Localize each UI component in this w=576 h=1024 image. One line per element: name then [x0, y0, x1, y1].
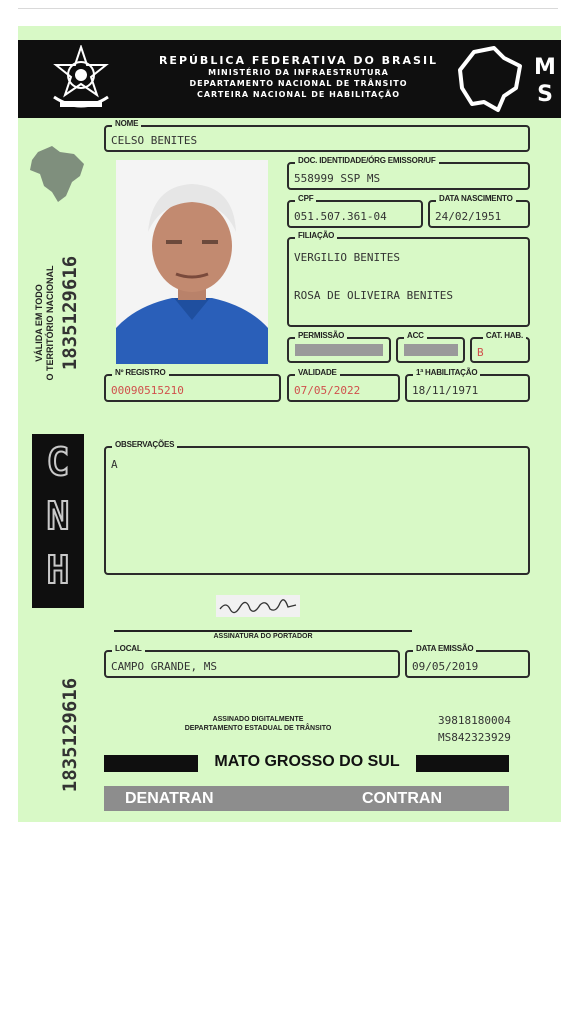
issue-date-label: DATA EMISSÃO: [413, 644, 476, 653]
permission-label: PERMISSÃO: [295, 331, 347, 340]
acc-label: ACC: [404, 331, 427, 340]
license-category-value: B: [477, 346, 484, 359]
header-ministry: MINISTÉRIO DA INFRAESTRUTURA: [208, 68, 389, 77]
footer-contran: CONTRAN: [362, 790, 442, 807]
digital-signature-text: ASSINADO DIGITALMENTE DEPARTAMENTO ESTADUAL DE TRÂNSITO: [184, 716, 332, 732]
license-category-label: CAT. HAB.: [483, 331, 526, 340]
license-category-field: [470, 331, 530, 363]
registration-value: 00090515210: [111, 384, 184, 397]
code-2: MS842323929: [438, 731, 511, 744]
permission-field: [287, 331, 391, 363]
expiry-label: VALIDADE: [295, 368, 340, 377]
acc-field: [396, 331, 465, 363]
birth-date-label: DATA NASCIMENTO: [436, 194, 516, 203]
birth-date-value: 24/02/1951: [435, 210, 502, 223]
nationwide-validity-text: VÁLIDA EM TODO O TERRITÓRIO NACIONAL: [34, 265, 55, 381]
state-bar-right: [416, 755, 509, 772]
signature-line: [114, 630, 412, 632]
first-license-label: 1ª HABILITAÇÃO: [413, 368, 480, 377]
place-value: CAMPO GRANDE, MS: [111, 660, 217, 673]
mother-name: ROSA DE OLIVEIRA BENITES: [294, 289, 453, 302]
registration-field: [104, 368, 281, 402]
observations-field: [104, 440, 530, 575]
coat-of-arms-icon: [46, 45, 116, 113]
issue-date-value: 09/05/2019: [412, 660, 479, 673]
document-codes: [438, 712, 511, 746]
first-license-value: 18/11/1971: [412, 384, 479, 397]
parentage-field: [287, 231, 530, 327]
holder-photo: [116, 160, 268, 364]
birth-date-field: [428, 194, 530, 228]
cnh-letter-h: H: [46, 548, 70, 592]
cpf-value: 051.507.361-04: [294, 210, 387, 223]
place-label: LOCAL: [112, 644, 145, 653]
id-document-field: [287, 156, 530, 190]
header-department: DEPARTAMENTO NACIONAL DE TRÂNSITO: [189, 79, 408, 88]
permission-redacted: [295, 344, 383, 356]
expiry-value: 07/05/2022: [294, 384, 361, 397]
state-name: MATO GROSSO DO SUL: [214, 753, 400, 770]
header-card-title: CARTEIRA NACIONAL DE HABILITAÇÃO: [196, 90, 401, 99]
holder-signature: [214, 591, 302, 621]
cpf-label: CPF: [295, 194, 316, 203]
agency-footer: [104, 786, 509, 811]
id-document-value: 558999 SSP MS: [294, 172, 381, 185]
header-republic: REPÚBLICA FEDERATIVA DO BRASIL: [158, 54, 439, 67]
name-field: [104, 119, 530, 152]
cpf-field: [287, 194, 423, 228]
cnh-letter-n: N: [46, 494, 70, 538]
brazil-map-icon: [26, 142, 88, 204]
place-field: [104, 644, 400, 678]
cnh-document: [18, 26, 561, 822]
document-header: [18, 40, 561, 118]
observations-label: OBSERVAÇÕES: [112, 440, 177, 449]
name-label: NOME: [112, 119, 141, 128]
cnh-vertical-banner: [32, 434, 84, 608]
parentage-label: FILIAÇÃO: [295, 231, 337, 240]
state-code: M S: [534, 55, 556, 107]
issue-date-field: [405, 644, 530, 678]
side-number-top: 1835129616: [59, 255, 81, 371]
registration-label: Nº REGISTRO: [112, 368, 169, 377]
first-license-field: [405, 368, 530, 402]
signature-label: ASSINATURA DO PORTADOR: [213, 633, 313, 640]
acc-redacted: [404, 344, 458, 356]
state-bar-left: [104, 755, 198, 772]
expiry-field: [287, 368, 400, 402]
father-name: VERGILIO BENITES: [294, 251, 400, 264]
id-document-label: DOC. IDENTIDADE/ÓRG EMISSOR/UF: [295, 156, 439, 165]
name-value: CELSO BENITES: [111, 134, 198, 147]
top-divider: [18, 8, 558, 9]
header-text: [126, 54, 471, 100]
state-map-icon: [454, 44, 526, 114]
code-1: 39818180004: [438, 714, 511, 727]
cnh-letter-c: C: [46, 440, 70, 484]
side-number-bottom: 1835129616: [59, 677, 81, 793]
footer-denatran: DENATRAN: [125, 790, 214, 807]
observations-value: A: [111, 458, 118, 471]
